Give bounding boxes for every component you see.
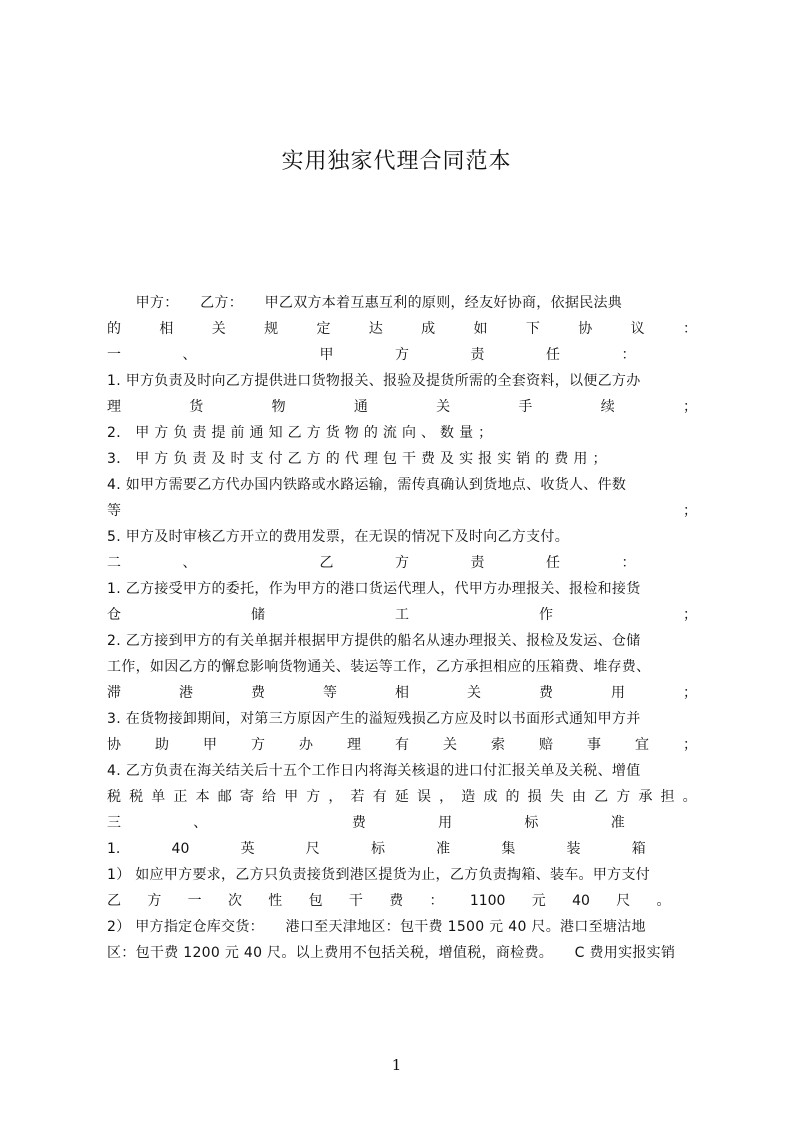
text-char: 单	[151, 789, 166, 805]
text-char: 作	[539, 607, 553, 623]
text-char: 关	[467, 685, 481, 701]
text-char: 尺	[616, 893, 631, 909]
text-char: 由	[571, 789, 586, 805]
page-number: 1	[391, 1056, 402, 1074]
text-line: 3． 甲 方 负 责 及 时 支 付 乙 方 的 代 理 包 干 费 及 实 报 实 销 的 费 用 ；	[107, 451, 607, 467]
text-char: 理	[107, 399, 121, 415]
text-char: 甲	[319, 347, 334, 363]
text-line	[107, 836, 697, 862]
text-char: 费	[389, 893, 404, 909]
text-line: 5. 甲方及时审核乙方开立的费用发票，在无误的情况下及时向乙方支付。	[107, 529, 570, 545]
text-char: 通	[353, 399, 368, 415]
text-char: 乙	[319, 555, 334, 571]
text-line: 2. 乙方接到甲方的有关单据并根据甲方提供的船名从速办理报关、报检及发运、仓储	[107, 633, 641, 649]
text-char: 集	[501, 841, 516, 857]
text-char: 准	[610, 815, 625, 831]
text-char: 40	[171, 841, 190, 857]
text-char: 仓	[107, 607, 121, 623]
text-char: 有	[395, 737, 409, 753]
text-char: 造	[461, 789, 476, 805]
text-char: ：	[621, 347, 636, 363]
text-char: 甲	[284, 789, 299, 805]
text-char: ：	[429, 893, 444, 909]
text-char: 关	[211, 321, 226, 337]
text-char: ：	[682, 321, 697, 337]
text-char: 货	[189, 399, 204, 415]
text-char: 索	[491, 737, 505, 753]
text-char: 正	[173, 789, 188, 805]
text-char: 有	[372, 789, 387, 805]
text-char: 次	[227, 893, 242, 909]
text-line	[107, 316, 697, 342]
text-char: 任	[546, 347, 560, 363]
text-char: 等	[107, 503, 121, 519]
text-char: 一	[107, 347, 121, 363]
text-char: 标	[524, 815, 539, 831]
text-char: 方	[251, 737, 265, 753]
text-char: 责	[470, 555, 485, 571]
text-char: 方	[306, 789, 321, 805]
text-line: 3. 在货物接卸期间，对第三方原因产生的溢短残损乙方应及时以书面形式通知甲方并	[107, 711, 641, 727]
text-char: 二	[107, 555, 121, 571]
text-char: 相	[395, 685, 409, 701]
text-line: 4. 乙方负责在海关结关后十五个工作日内将海关核退的进口付汇报关单及关税、增值	[107, 763, 641, 779]
text-char: 宜	[635, 737, 649, 753]
text-char: 赔	[539, 737, 553, 753]
text-char: 协	[107, 737, 121, 753]
text-char: 、	[182, 347, 197, 363]
text-char: 、	[182, 555, 197, 571]
text-char: 延	[394, 789, 409, 805]
text-char: 理	[347, 737, 361, 753]
text-char: 滞	[107, 685, 121, 701]
text-char: 承	[638, 789, 653, 805]
text-char: 议	[630, 321, 645, 337]
text-line	[107, 342, 697, 368]
text-char: 准	[436, 841, 451, 857]
text-char: 邮	[217, 789, 232, 805]
text-char: ；	[683, 737, 697, 753]
text-char: 用	[611, 685, 625, 701]
text-char: 协	[578, 321, 593, 337]
text-char: 事	[587, 737, 601, 753]
text-char: 工	[395, 607, 409, 623]
text-char: 规	[264, 321, 279, 337]
text-char: 等	[323, 685, 337, 701]
text-char: ，	[328, 789, 343, 805]
text-char: 下	[525, 321, 540, 337]
text-char: ；	[683, 685, 697, 701]
text-char: 尺	[305, 841, 320, 857]
text-char: ；	[683, 607, 697, 623]
text-char: 若	[350, 789, 365, 805]
text-char: 方	[147, 893, 162, 909]
text-char: ；	[683, 503, 697, 519]
text-char: 续	[600, 399, 615, 415]
text-char: 关	[436, 399, 451, 415]
text-char: 担	[660, 789, 675, 805]
text-char: 性	[268, 893, 283, 909]
text-char: 。	[656, 893, 671, 909]
text-char: 成	[421, 321, 436, 337]
text-line: 4. 如甲方需要乙方代办国内铁路或水路运输，需传真确认到货地点、收货人、件数	[107, 477, 627, 493]
text-char: 一	[187, 893, 202, 909]
text-char: 费	[539, 685, 553, 701]
text-char: 关	[443, 737, 457, 753]
text-char: 。	[682, 789, 697, 805]
text-char: 相	[159, 321, 174, 337]
text-char: 1100	[469, 893, 506, 909]
text-char: 干	[348, 893, 363, 909]
text-line: 2． 甲 方 负 责 提 前 通 知 乙 方 货 物 的 流 向 、 数 量 ；	[107, 425, 493, 441]
text-line	[107, 498, 697, 524]
contract-body	[107, 290, 697, 966]
text-char: 税	[129, 789, 144, 805]
text-char: 装	[566, 841, 581, 857]
text-char: 本	[195, 789, 210, 805]
text-line	[107, 550, 697, 576]
text-char: 箱	[631, 841, 646, 857]
text-char: ：	[621, 555, 636, 571]
text-line	[107, 810, 697, 836]
text-char: 达	[368, 321, 383, 337]
text-char: 三	[107, 815, 121, 831]
text-char: 失	[549, 789, 564, 805]
text-line	[107, 784, 697, 810]
text-char: 费	[351, 815, 366, 831]
text-char: 标	[370, 841, 385, 857]
text-char: 损	[527, 789, 542, 805]
text-line: 甲方： 乙方： 甲乙双方本着互惠互利的原则，经友好协商，依据民法典	[107, 295, 623, 311]
text-char: 元	[531, 893, 546, 909]
text-char: 储	[251, 607, 265, 623]
text-char: ，	[439, 789, 454, 805]
text-char: 方	[395, 555, 409, 571]
text-char: 责	[470, 347, 485, 363]
text-line: 工作，如因乙方的懈怠影响货物通关、装运等工作，乙方承担相应的压箱费、堆存费、	[107, 659, 651, 675]
text-char: 寄	[239, 789, 254, 805]
text-char: 如	[473, 321, 488, 337]
text-char: 包	[308, 893, 323, 909]
text-char: 、	[193, 815, 208, 831]
text-char: 方	[395, 347, 409, 363]
text-line	[107, 732, 697, 758]
text-line	[107, 394, 697, 420]
text-char: ；	[682, 399, 697, 415]
text-char: 定	[316, 321, 331, 337]
text-char: 误	[416, 789, 431, 805]
text-line	[107, 888, 697, 914]
text-char: 费	[251, 685, 265, 701]
text-char: 任	[546, 555, 560, 571]
text-line	[107, 680, 697, 706]
text-char: 方	[616, 789, 631, 805]
text-char: 成	[483, 789, 498, 805]
text-char: 甲	[203, 737, 217, 753]
text-char: 办	[299, 737, 313, 753]
text-line: 区：包干费 1200 元 40 尺。以上费用不包括关税，增值税，商检费。 C 费用实报实销	[107, 945, 676, 961]
text-line: 1. 乙方接受甲方的委托，作为甲方的港口货运代理人，代甲方办理报关、报检和接货	[107, 581, 641, 597]
text-line: 2） 甲方指定仓库交货： 港口至天津地区：包干费 1500 元 40 尺。港口至塘沽地	[107, 919, 646, 935]
text-char: 的	[107, 321, 121, 337]
text-line	[107, 602, 697, 628]
text-char: 英	[240, 841, 255, 857]
text-char: 用	[438, 815, 453, 831]
text-char: 的	[505, 789, 520, 805]
text-char: 1.	[107, 841, 121, 857]
text-char: 税	[107, 789, 121, 805]
text-char: 乙	[107, 893, 121, 909]
text-char: 40	[572, 893, 590, 909]
text-line: 1） 如应甲方要求，乙方只负责接货到港区提货为止，乙方负责掏箱、装车。甲方支付	[107, 867, 651, 883]
text-char: 手	[518, 399, 533, 415]
text-line: 1. 甲方负责及时向乙方提供进口货物报关、报验及提货所需的全套资料，以便乙方办	[107, 373, 641, 389]
text-char: 乙	[594, 789, 609, 805]
text-char: 给	[261, 789, 276, 805]
document-title: 实用独家代理合同范本	[281, 149, 512, 174]
text-char: 助	[155, 737, 169, 753]
text-char: 港	[179, 685, 193, 701]
text-char: 物	[271, 399, 286, 415]
